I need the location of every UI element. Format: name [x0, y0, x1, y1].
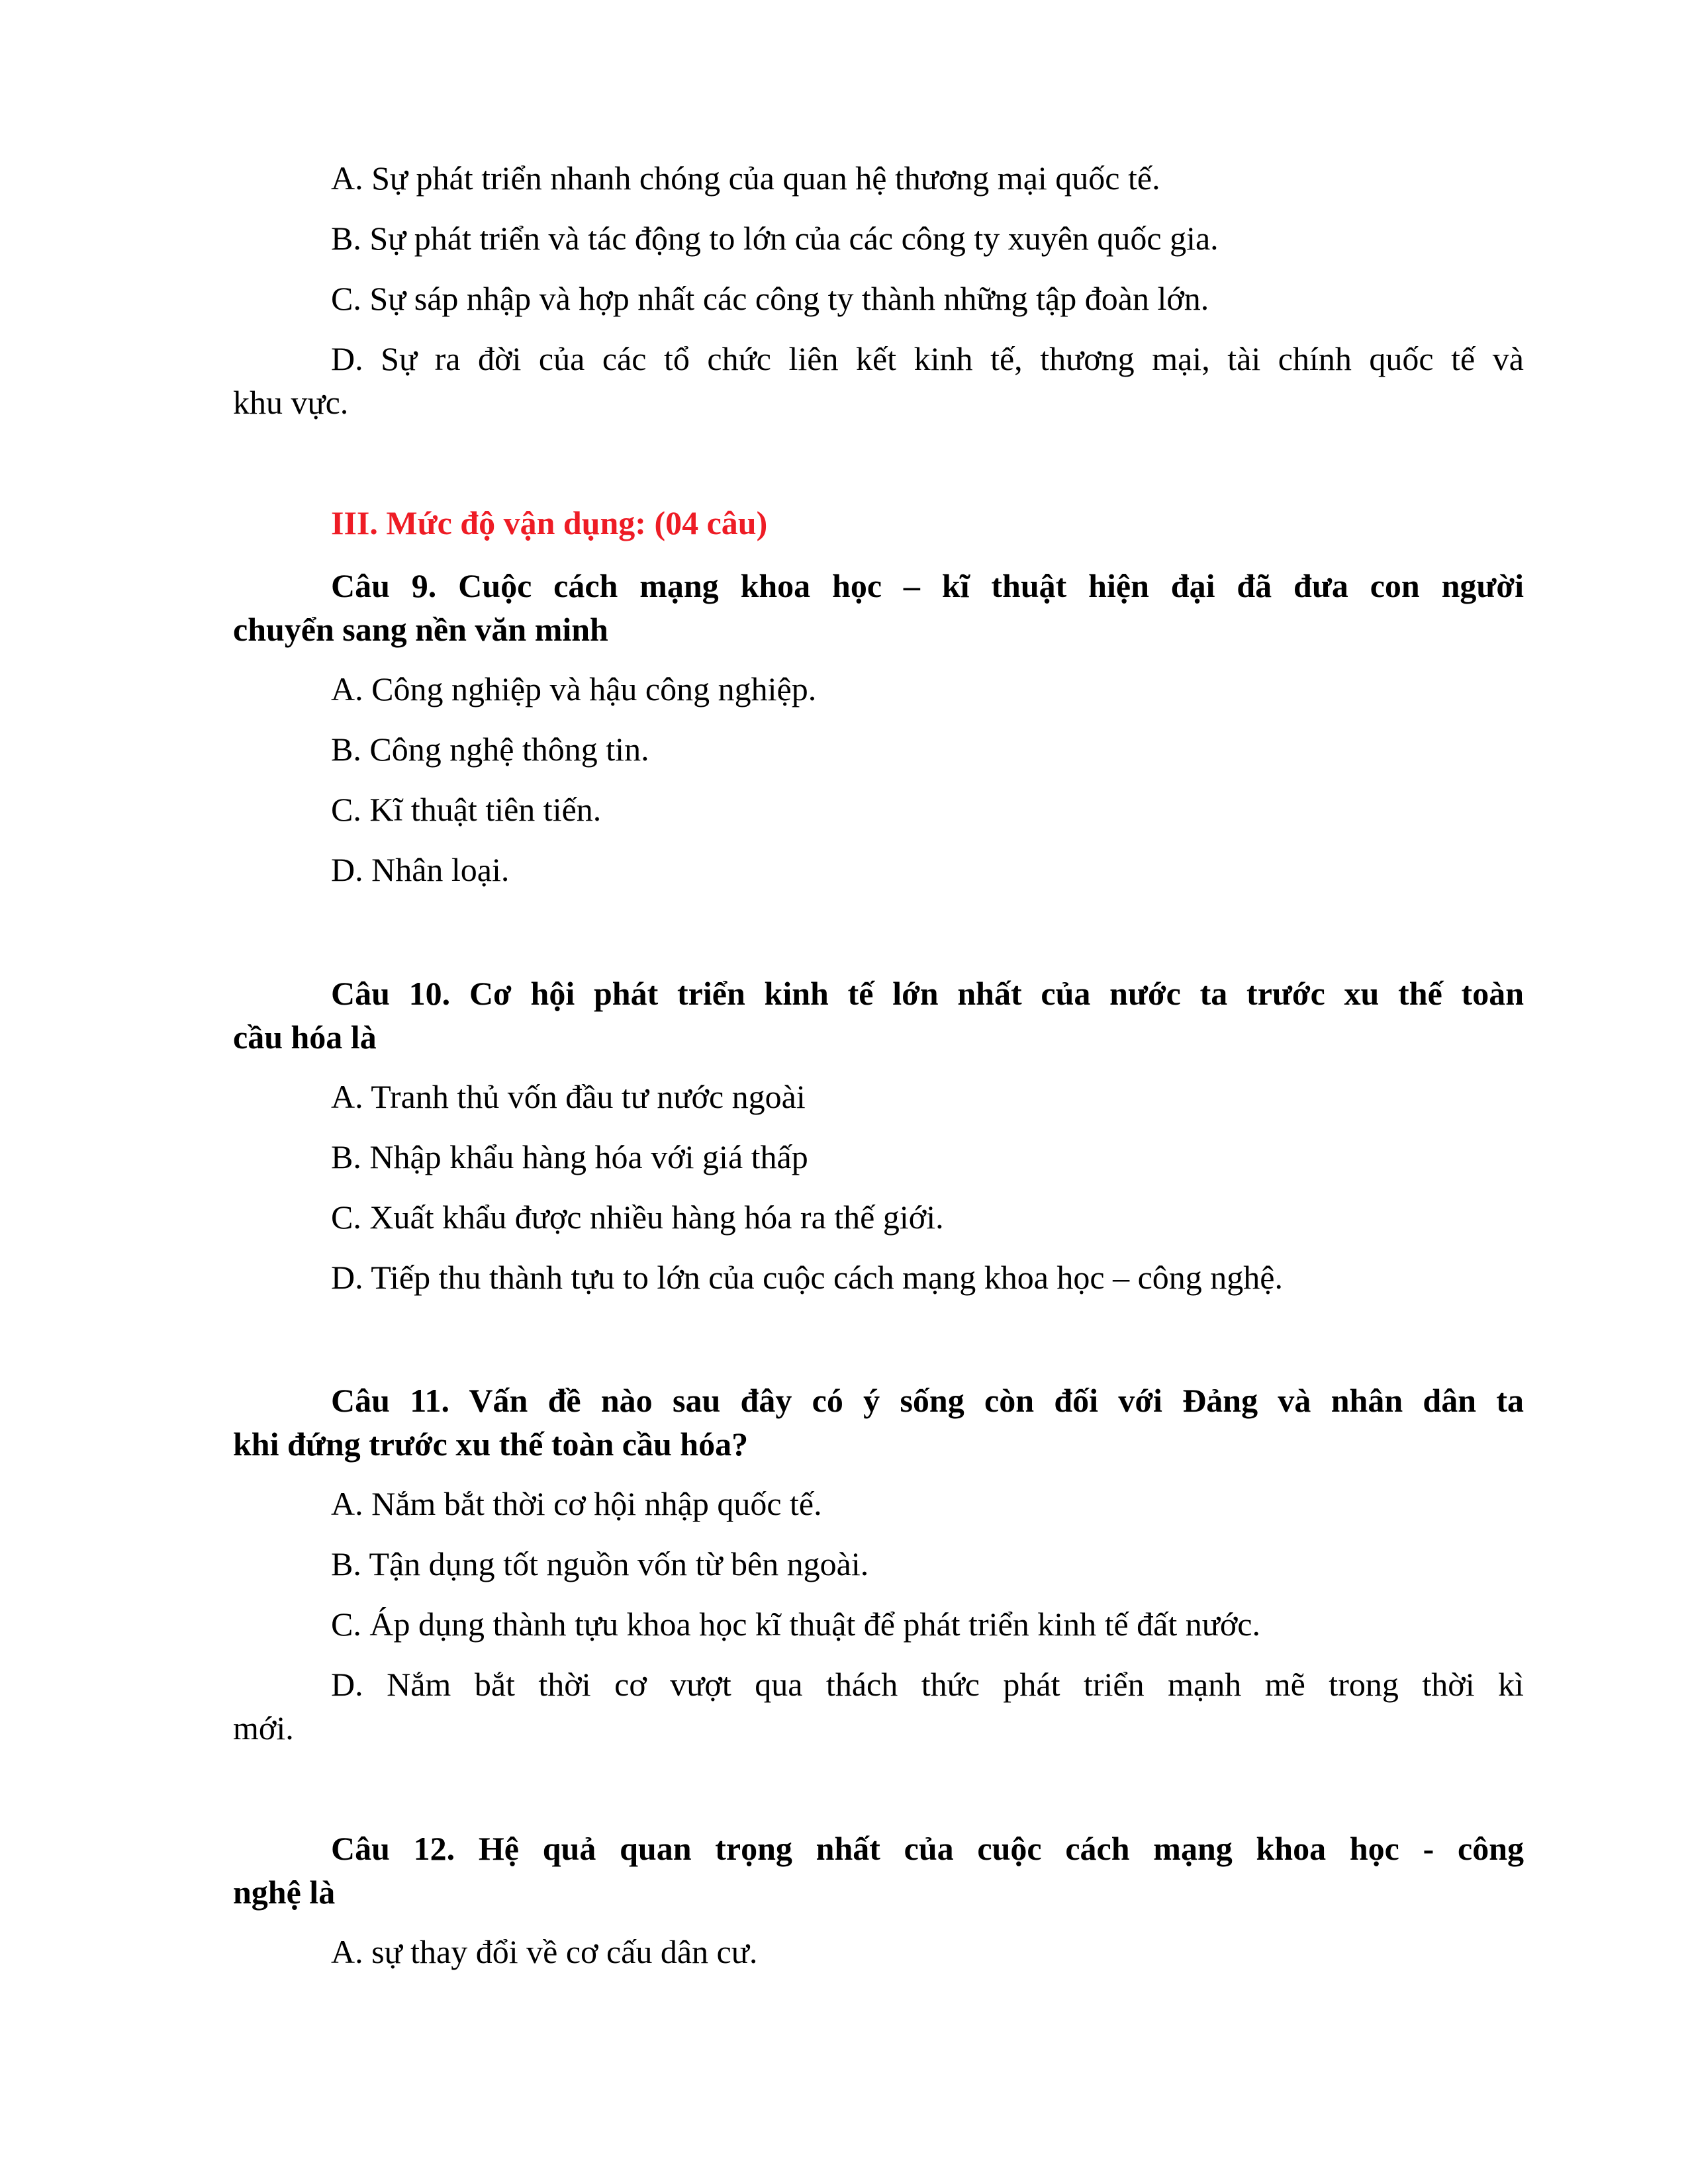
question-9-option-a: A. Công nghiệp và hậu công nghiệp. — [331, 670, 817, 707]
question-10-option-c: C. Xuất khẩu được nhiều hàng hóa ra thế giới. — [331, 1199, 944, 1236]
question-11-stem-line2: khi đứng trước xu thế toàn cầu hóa? — [233, 1426, 749, 1463]
section-heading: III. Mức độ vận dụng: (04 câu) — [331, 504, 768, 541]
question-12-stem-line1: Câu 12. Hệ quả quan trọng nhất của cuộc cách mạng khoa học - công — [331, 1830, 1524, 1867]
question-10-stem-line1: Câu 10. Cơ hội phát triển kinh tế lớn nhất của nước ta trước xu thế toàn — [331, 975, 1524, 1012]
question-9-stem-line1: Câu 9. Cuộc cách mạng khoa học – kĩ thuật hiện đại đã đưa con người — [331, 567, 1524, 604]
question-11-option-b: B. Tận dụng tốt nguồn vốn từ bên ngoài. — [331, 1545, 869, 1582]
question-10-stem-line2: cầu hóa là — [233, 1019, 377, 1056]
question-9-stem-line2: chuyển sang nền văn minh — [233, 611, 608, 648]
question-10-option-b: B. Nhập khẩu hàng hóa với giá thấp — [331, 1138, 808, 1175]
question-10-option-d: D. Tiếp thu thành tựu to lớn của cuộc cách mạng khoa học – công nghệ. — [331, 1259, 1283, 1296]
prev-option-a: A. Sự phát triển nhanh chóng của quan hệ thương mại quốc tế. — [331, 159, 1160, 197]
prev-option-d-line1: D. Sự ra đời của các tổ chức liên kết kinh tế, thương mại, tài chính quốc tế và — [331, 340, 1524, 377]
question-12-option-a: A. sự thay đổi về cơ cấu dân cư. — [331, 1933, 758, 1970]
question-10-option-a: A. Tranh thủ vốn đầu tư nước ngoài — [331, 1078, 806, 1115]
question-11-stem-line1: Câu 11. Vấn đề nào sau đây có ý sống còn đối với Đảng và nhân dân ta — [331, 1382, 1524, 1419]
question-11-option-d-line2: mới. — [233, 1709, 294, 1747]
prev-option-d-line2: khu vực. — [233, 384, 349, 421]
question-12-stem-line2: nghệ là — [233, 1874, 336, 1911]
question-11-option-c: C. Áp dụng thành tựu khoa học kĩ thuật để phát triển kinh tế đất nước. — [331, 1606, 1260, 1643]
question-9-option-d: D. Nhân loại. — [331, 851, 510, 888]
question-9-option-b: B. Công nghệ thông tin. — [331, 731, 649, 768]
question-9-option-c: C. Kĩ thuật tiên tiến. — [331, 791, 602, 828]
question-11-option-d-line1: D. Nắm bắt thời cơ vượt qua thách thức phát triển mạnh mẽ trong thời kì — [331, 1666, 1524, 1703]
prev-option-c: C. Sự sáp nhập và hợp nhất các công ty thành những tập đoàn lớn. — [331, 280, 1209, 317]
question-11-option-a: A. Nắm bắt thời cơ hội nhập quốc tế. — [331, 1485, 822, 1522]
prev-option-b: B. Sự phát triển và tác động to lớn của các công ty xuyên quốc gia. — [331, 220, 1219, 257]
